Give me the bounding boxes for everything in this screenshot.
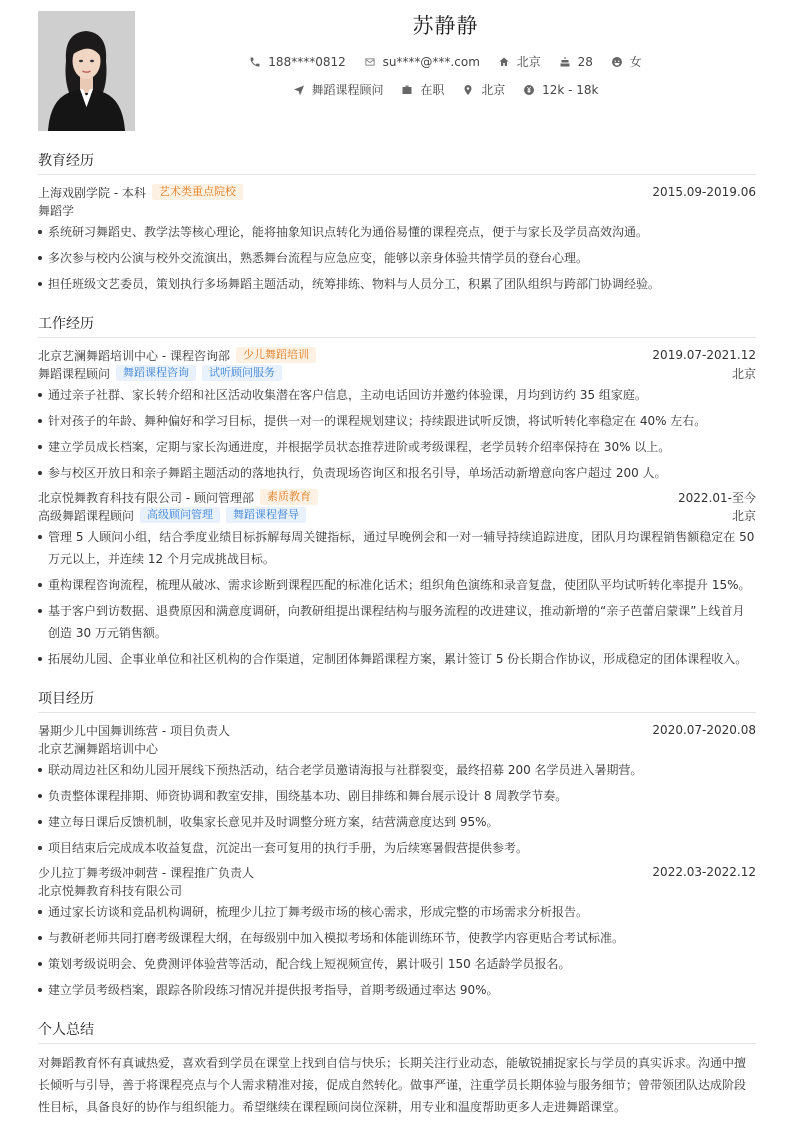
city-info — [498, 53, 541, 70]
resume-header — [38, 10, 756, 132]
list-item: 基于客户到访数据、退费原因和满意度调研，向教研组提出课程结构与服务流程的改进建议，推动新增的“亲子芭蕾启蒙课”上线首月创造 30 万元销售额。 — [38, 600, 756, 644]
job-date: 2022.01-至今 — [678, 490, 756, 505]
age-info — [559, 55, 593, 69]
target-city-info — [462, 81, 505, 98]
job-role: 高级舞蹈课程顾问 — [38, 508, 135, 523]
gender-text: 女 — [629, 55, 642, 69]
phone-number: 188****0812 — [268, 54, 346, 69]
role-tag: 舞蹈课程咨询 — [116, 365, 196, 381]
job-role-line — [38, 506, 756, 524]
list-item: 项目结束后完成成本收益复盘，沉淀出一套可复用的执行手册，为后续寒暑假营提供参考。 — [38, 837, 756, 859]
project-name: 少儿拉丁舞考级冲刺营 - 课程推广负责人 — [38, 865, 254, 880]
list-item: 管理 5 人顾问小组，结合季度业绩目标拆解每周关键指标，通过早晚例会和一对一辅导持续追踪进度，团队月均课程销售额稳定在 50 万元以上，并连续 12 个月完成挑战目标。 — [38, 526, 756, 570]
position-text: 舞蹈课程顾问 — [311, 83, 384, 97]
job-intention-row — [135, 81, 756, 99]
work-entry — [38, 488, 756, 670]
company-tag: 少儿舞蹈培训 — [236, 347, 316, 363]
position-info — [293, 81, 384, 98]
city-text: 北京 — [516, 55, 541, 69]
list-item: 担任班级文艺委员，策划执行多场舞蹈主题活动，统筹排练、物料与人员分工，积累了团队组织与跨部门协调经验。 — [38, 273, 756, 295]
company-tag: 素质教育 — [260, 489, 318, 505]
project-org-line — [38, 739, 756, 757]
list-item: 负责整体课程排期、师资协调和教室安排，围绕基本功、剧目排练和舞台展示设计 8 周教学节奏。 — [38, 785, 756, 807]
project-org-line — [38, 881, 756, 899]
list-item: 建立每日课后反馈机制，收集家长意见并及时调整分班方案，结营满意度达到 95%。 — [38, 811, 756, 833]
school-tag: 艺术类重点院校 — [152, 184, 243, 200]
list-item: 建立学员成长档案，定期与家长沟通进度，并根据学员状态推荐进阶或考级课程，老学员转介绍率保持在 30% 以上。 — [38, 436, 756, 458]
project-org: 北京悦舞教育科技有限公司 — [38, 883, 183, 898]
email-info — [364, 55, 480, 69]
job-date: 2019.07-2021.12 — [652, 348, 756, 362]
target-city-text: 北京 — [481, 83, 506, 97]
profile-photo — [38, 11, 135, 131]
summary-text: 对舞蹈教育怀有真诚热爱，喜欢看到学员在课堂上找到自信与快乐；长期关注行业动态，能敏锐捕捉家长与学员的真实诉求。沟通中擅长倾听与引导，善于将课程亮点与个人需求精准对接，促成自然转化。做事严谨，注重学员长期体验与服务细节；曾带领团队达成阶段性目标，具备良好的协作与组织能力。希望继续在课程顾问岗位深耕，用专业和温度帮助更多人走进舞蹈课堂。 — [38, 1056, 747, 1114]
job-role-wrap — [38, 507, 306, 524]
project-entry — [38, 863, 756, 1001]
project-bullets — [38, 759, 756, 859]
send-icon — [293, 84, 305, 96]
status-info — [401, 81, 444, 98]
role-tag: 高级顾问管理 — [140, 507, 220, 523]
location-pin-icon — [462, 84, 474, 96]
gender-info — [611, 53, 642, 70]
candidate-name: 苏静静 — [412, 14, 479, 38]
project-entry — [38, 721, 756, 859]
list-item: 重构课程咨询流程，梳理从破冰、需求诊断到课程匹配的标准化话术；组织角色演练和录音复盘，使团队平均试听转化率提升 15%。 — [38, 574, 756, 596]
project-name: 暑期少儿中国舞训练营 - 项目负责人 — [38, 723, 230, 738]
briefcase-icon — [401, 84, 413, 96]
phone-info — [249, 55, 345, 69]
salary-text: 12k - 18k — [542, 82, 599, 97]
list-item: 通过家长访谈和竞品机构调研，梳理少儿拉丁舞考级市场的核心需求，形成完整的市场需求分析报告。 — [38, 901, 756, 923]
work-section — [38, 313, 756, 670]
project-header-line — [38, 721, 756, 739]
mail-icon — [364, 56, 376, 68]
cake-icon — [559, 56, 571, 68]
work-entry — [38, 346, 756, 484]
major-name: 舞蹈学 — [38, 203, 75, 218]
project-org: 北京艺澜舞蹈培训中心 — [38, 741, 159, 756]
education-section — [38, 150, 756, 295]
project-date: 2020.07-2020.08 — [652, 723, 756, 737]
job-role-wrap — [38, 365, 282, 382]
job-role: 舞蹈课程顾问 — [38, 366, 111, 381]
projects-title: 项目经历 — [38, 688, 756, 713]
smile-icon — [611, 56, 623, 68]
education-entry — [38, 183, 756, 295]
list-item: 多次参与校内公演与校外交流演出，熟悉舞台流程与应急应变，能够以亲身体验共情学员的登台心理。 — [38, 247, 756, 269]
list-item: 联动周边社区和幼儿园开展线下预热活动，结合老学员邀请海报与社群裂变，最终招募 200 名学员进入暑期营。 — [38, 759, 756, 781]
summary-title: 个人总结 — [38, 1019, 756, 1044]
list-item: 系统研习舞蹈史、教学法等核心理论，能将抽象知识点转化为通俗易懂的课程亮点，便于与家长及学员高效沟通。 — [38, 221, 756, 243]
summary-section — [38, 1019, 756, 1118]
education-date: 2015.09-2019.06 — [652, 185, 756, 199]
list-item: 建立学员考级档案，跟踪各阶段练习情况并提供报考指导，首期考级通过率达 90%。 — [38, 979, 756, 1001]
job-role-line — [38, 364, 756, 382]
resume-page — [38, 10, 756, 1118]
school-name: 上海戏剧学院 - 本科 — [38, 185, 146, 200]
company-name: 北京艺澜舞蹈培训中心 - 课程咨询部 — [38, 348, 230, 363]
email-address: su****@***.com — [382, 54, 480, 69]
project-header-line — [38, 863, 756, 881]
work-title: 工作经历 — [38, 313, 756, 338]
list-item: 参与校区开放日和亲子舞蹈主题活动的落地执行，负责现场咨询区和报名引导，单场活动新增意向客户超过 200 人。 — [38, 462, 756, 484]
project-bullets — [38, 901, 756, 1001]
role-tag: 舞蹈课程督导 — [226, 507, 306, 523]
age-text: 28 — [577, 54, 593, 69]
job-company-wrap — [38, 489, 318, 506]
list-item: 通过亲子社群、家长转介绍和社区活动收集潜在客户信息，主动电话回访并邀约体验课，月均到访约 35 组家庭。 — [38, 384, 756, 406]
list-item: 策划考级说明会、免费测评体验营等活动，配合线上短视频宣传，累计吸引 150 名适龄学员报名。 — [38, 953, 756, 975]
company-name: 北京悦舞教育科技有限公司 - 顾问管理部 — [38, 490, 254, 505]
education-school-wrap — [38, 184, 243, 201]
education-title: 教育经历 — [38, 150, 756, 175]
project-date: 2022.03-2022.12 — [652, 865, 756, 879]
job-header-line — [38, 488, 756, 506]
job-location: 北京 — [731, 508, 756, 523]
projects-section — [38, 688, 756, 1001]
job-bullets — [38, 526, 756, 670]
home-icon — [498, 56, 510, 68]
salary-info — [523, 83, 598, 97]
yuan-coin-icon — [523, 84, 535, 96]
list-item: 拓展幼儿园、企事业单位和社区机构的合作渠道，定制团体舞蹈课程方案，累计签订 5 份长期合作协议，形成稳定的团体课程收入。 — [38, 648, 756, 670]
phone-icon — [249, 56, 261, 68]
job-company-wrap — [38, 347, 316, 364]
education-bullets — [38, 221, 756, 295]
list-item: 针对孩子的年龄、舞种偏好和学习目标，提供一对一的课程规划建议；持续跟进试听反馈，将试听转化率稳定在 40% 左右。 — [38, 410, 756, 432]
status-text: 在职 — [420, 83, 445, 97]
contact-info-row — [135, 53, 756, 71]
job-bullets — [38, 384, 756, 484]
list-item: 与教研老师共同打磨考级课程大纲，在每级别中加入模拟考场和体能训练环节，使教学内容更贴合考试标准。 — [38, 927, 756, 949]
job-header-line — [38, 346, 756, 364]
education-header-line — [38, 183, 756, 201]
education-major-line — [38, 201, 756, 219]
job-location: 北京 — [731, 366, 756, 381]
role-tag: 试听顾问服务 — [202, 365, 282, 381]
